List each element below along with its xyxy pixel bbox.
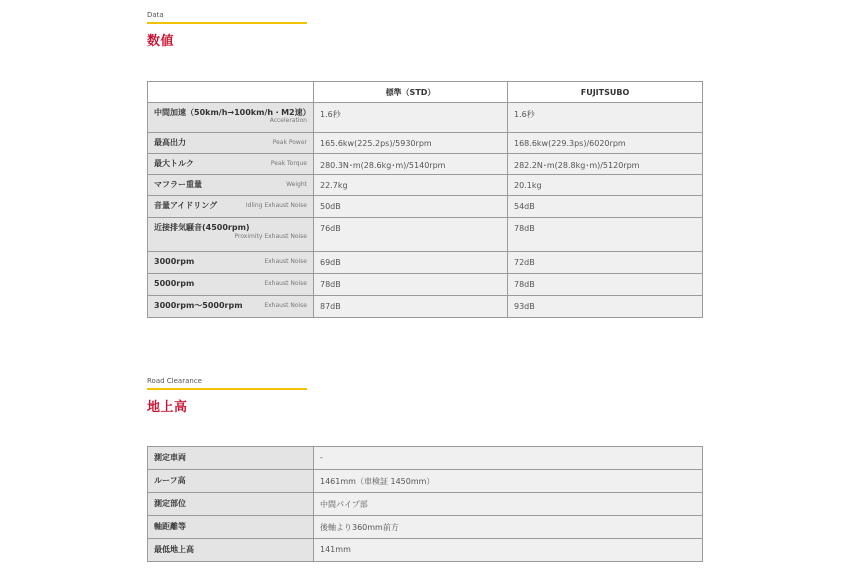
row-label-jp: マフラー重量: [154, 180, 202, 189]
data-section-header: [147, 11, 307, 49]
row-label-en: Exhaust Noise: [264, 280, 307, 287]
row-label-jp: 中間加速（50km/h→100km/h・M2速）: [154, 108, 311, 117]
clearance-section-header: [147, 377, 307, 415]
row-label-en: Peak Power: [272, 139, 307, 146]
row-label-en: Weight: [286, 181, 307, 188]
row-label-en: Idling Exhaust Noise: [245, 202, 307, 209]
row-label: [148, 175, 314, 196]
row-label-en: Exhaust Noise: [264, 258, 307, 265]
section-title: 数値: [147, 34, 175, 49]
section-title: 地上高: [147, 400, 188, 415]
fujitsubo-value: 1.6秒: [508, 103, 703, 133]
std-value: 1.6秒: [314, 103, 508, 133]
table-row: [148, 516, 703, 539]
fujitsubo-value: 20.1kg: [508, 175, 703, 196]
section-eng-label: Road Clearance: [147, 377, 202, 385]
row-label-jp: 音量アイドリング: [154, 201, 218, 210]
std-value: 78dB: [314, 274, 508, 296]
row-value: 後軸より360mm前方: [314, 516, 703, 539]
fujitsubo-value: 72dB: [508, 252, 703, 274]
table-row: [148, 274, 703, 296]
row-label: [148, 196, 314, 218]
row-label-jp: 最高出力: [154, 138, 186, 147]
std-value: 165.6kw(225.2ps)/5930rpm: [314, 133, 508, 154]
row-label: [148, 218, 314, 252]
row-value: 中間パイプ部: [314, 493, 703, 516]
table-row: [148, 175, 703, 196]
row-label-jp: 最大トルク: [154, 159, 194, 168]
fujitsubo-value: 78dB: [508, 274, 703, 296]
row-label: [148, 274, 314, 296]
table-row: [148, 470, 703, 493]
std-value: 280.3N･m(28.6kg･m)/5140rpm: [314, 154, 508, 175]
row-label: 軸距離等: [148, 516, 314, 539]
row-label-jp: 5000rpm: [154, 279, 195, 288]
table-row: [148, 493, 703, 516]
row-value: 141mm: [314, 539, 703, 562]
row-value: 1461mm（車検証 1450mm）: [314, 470, 703, 493]
row-label-jp: 3000rpm～5000rpm: [154, 301, 243, 310]
row-label: [148, 154, 314, 175]
row-label: 測定部位: [148, 493, 314, 516]
table-row: [148, 539, 703, 562]
fujitsubo-value: 168.6kw(229.3ps)/6020rpm: [508, 133, 703, 154]
std-value: 69dB: [314, 252, 508, 274]
table-row: [148, 252, 703, 274]
std-value: 50dB: [314, 196, 508, 218]
row-value: -: [314, 447, 703, 470]
section-eng-label: Data: [147, 11, 164, 19]
table-row: [148, 103, 703, 133]
table-row: [148, 447, 703, 470]
fujitsubo-value: 282.2N･m(28.8kg･m)/5120rpm: [508, 154, 703, 175]
table-row: [148, 133, 703, 154]
row-label-jp: 近接排気騒音(4500rpm): [154, 223, 250, 232]
row-label-en: Peak Torque: [270, 160, 307, 167]
row-label-en: Proximity Exhaust Noise: [234, 233, 307, 240]
row-label: ルーフ高: [148, 470, 314, 493]
table-row: [148, 218, 703, 252]
row-label: [148, 296, 314, 318]
row-label: [148, 133, 314, 154]
std-value: 76dB: [314, 218, 508, 252]
row-label: 最低地上高: [148, 539, 314, 562]
std-value: 22.7kg: [314, 175, 508, 196]
header-blank: [148, 82, 314, 103]
fujitsubo-value: 93dB: [508, 296, 703, 318]
fujitsubo-value: 54dB: [508, 196, 703, 218]
std-value: 87dB: [314, 296, 508, 318]
row-label: [148, 103, 314, 133]
accent-bar: [147, 388, 307, 390]
row-label-jp: 3000rpm: [154, 257, 195, 266]
table-row: [148, 296, 703, 318]
header-std: 標準（STD）: [314, 82, 508, 103]
table-row: [148, 196, 703, 218]
row-label: 測定車両: [148, 447, 314, 470]
accent-bar: [147, 22, 307, 24]
row-label-en: Acceleration: [269, 117, 307, 124]
row-label-en: Exhaust Noise: [264, 302, 307, 309]
clearance-table: [147, 446, 703, 562]
table-row: [148, 154, 703, 175]
row-label: [148, 252, 314, 274]
fujitsubo-value: 78dB: [508, 218, 703, 252]
data-table: [147, 81, 703, 318]
header-fujitsubo: FUJITSUBO: [508, 82, 703, 103]
table-header-row: [148, 82, 703, 103]
